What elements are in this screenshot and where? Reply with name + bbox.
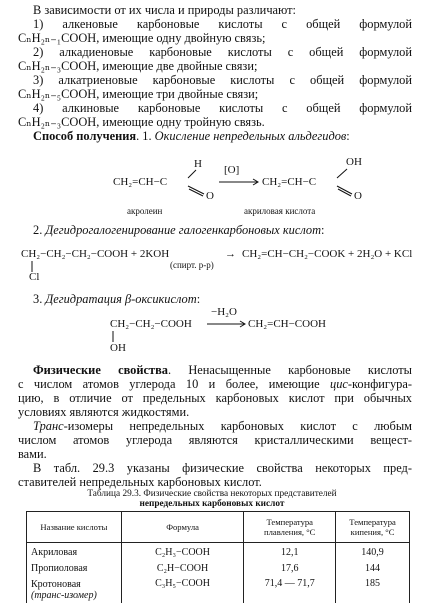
reaction1-h: H xyxy=(194,158,202,170)
method-item-number: . 1. xyxy=(136,129,155,143)
physical-line: вами. xyxy=(18,447,47,461)
intro-item: 3) алкатриеновые карбоновые кислоты с общей формулой xyxy=(33,73,412,87)
physical-text-italic: цис xyxy=(330,377,348,391)
intro-formula-line: CₙH₂ₙ₋₃COOH, имеющие две двойные связи; xyxy=(18,59,258,73)
acid-name-text: Кротоновая xyxy=(31,578,81,590)
reaction3-water: −H₂O xyxy=(211,306,237,318)
reaction3-left: CH₂−CH₂−COOH xyxy=(110,318,192,330)
table-header: Температура кипения, °С xyxy=(336,512,410,543)
intro-item: 1) алкеновые карбоновые кислоты с общей формулой xyxy=(33,17,412,31)
table-caption-line: Таблица 29.3. Физические свойства некоторых представителей xyxy=(87,489,337,499)
table-row xyxy=(27,543,410,560)
melting-point: 12,1 xyxy=(244,543,336,560)
intro-item: 4) алкиновые карбоновые кислоты с общей формулой xyxy=(33,101,412,115)
intro-item: 2) алкадиеновые карбоновые кислоты с общей формулой xyxy=(33,45,412,59)
physical-text: . Ненасыщенные карбоновые кислоты xyxy=(167,363,412,377)
physical-text: -конфигура- xyxy=(347,377,412,391)
physical-line: условиях являются жидкостями. xyxy=(18,405,190,419)
table-header-row xyxy=(27,512,410,543)
method-heading: Способ получения xyxy=(33,129,137,143)
physical-line: ставителей непредельных карбоновых кислот. xyxy=(18,475,262,489)
reaction1-left: CH₂=CH−C xyxy=(113,176,168,188)
reaction1-o2: O xyxy=(354,190,362,202)
properties-table xyxy=(26,511,410,603)
table-header: Название кислоты xyxy=(27,512,122,543)
reaction2-left: CH₂−CH₂−CH₂−COOH + 2KOH xyxy=(21,248,170,260)
acid-name xyxy=(27,577,122,603)
boiling-point: 185 xyxy=(336,577,410,603)
intro-formula-line: CₙH₂ₙ₋₃COOH, имеющие одну тройную связь. xyxy=(18,115,265,129)
punctuation: : xyxy=(346,129,350,143)
reaction1-oh: OH xyxy=(346,156,362,168)
physical-heading: Физические свойства xyxy=(33,363,168,377)
item2-title: Дегидрогалогенирование галогенкарбоновых кислот xyxy=(45,223,322,237)
physical-text: с числом атомов углерода 10 и более, имеющие xyxy=(18,377,330,391)
physical-line: В табл. 29.3 указаны физические свойства некоторых пред- xyxy=(33,461,412,475)
item3-title: Дегидратация β-оксикислот xyxy=(45,292,197,306)
intro-line: В зависимости от их числа и природы различают: xyxy=(33,3,296,17)
punctuation: : xyxy=(321,223,325,237)
melting-point: 17,6 xyxy=(244,560,336,577)
physical-text: -изомеры непредельных карбоновых кислот с любым xyxy=(63,419,412,433)
reaction1-o1: O xyxy=(206,190,214,202)
physical-line: цию, в отличие от предельных карбоновых кислот при обычных xyxy=(18,391,412,405)
acid-isomer-note: (транс-изомер) xyxy=(31,589,97,601)
physical-line xyxy=(33,419,412,433)
acid-name: Пропиоловая xyxy=(27,560,122,577)
acid-formula: C₂H−COOH xyxy=(121,560,244,577)
physical-line xyxy=(18,377,412,391)
method-item-title: Окисление непредельных альдегидов xyxy=(154,129,347,143)
boiling-point: 144 xyxy=(336,560,410,577)
table-row xyxy=(27,560,410,577)
table-caption-line: непредельных карбоновых кислот xyxy=(139,499,285,509)
physical-line xyxy=(33,363,412,377)
item-number: 2. xyxy=(33,223,46,237)
reaction2-right: CH₂=CH−CH₂−COOK + 2H₂O + KCl xyxy=(242,248,413,260)
reaction2-solvent: (спирт. р-р) xyxy=(170,260,214,270)
acid-name: Акриловая xyxy=(27,543,122,560)
physical-text-italic: Транс xyxy=(33,419,64,433)
intro-formula-line: CₙH₂ₙ₋₁COOH, имеющие одну двойную связь; xyxy=(18,31,266,45)
reaction1-name-right: акриловая кислота xyxy=(244,206,316,216)
acid-formula: C₂H₃−COOH xyxy=(121,543,244,560)
reaction1-oxidant: [O] xyxy=(224,164,240,176)
reaction3-substituent: OH xyxy=(110,342,126,354)
physical-line: числом атомов углерода являются кристаллическими вещест- xyxy=(18,433,412,447)
acid-formula: C₃H₅−COOH xyxy=(121,577,244,603)
item-number: 3. xyxy=(33,292,46,306)
table-header: Формула xyxy=(121,512,244,543)
reaction1-name-left: акролеин xyxy=(127,206,163,216)
reaction2-arrow: → xyxy=(225,248,236,260)
reaction1-right: CH₂=CH−C xyxy=(262,176,317,188)
punctuation: : xyxy=(196,292,201,306)
boiling-point: 140,9 xyxy=(336,543,410,560)
melting-point: 71,4 — 71,7 xyxy=(244,577,336,603)
intro-formula-line: CₙH₂ₙ₋₅COOH, имеющие три двойные связи; xyxy=(18,87,259,101)
reaction3-right: CH₂=CH−COOH xyxy=(248,318,326,330)
table-caption xyxy=(0,499,424,510)
reaction2-substituent: Cl xyxy=(29,271,40,283)
table-header: Температура плавления, °С xyxy=(244,512,336,543)
table-row xyxy=(27,577,410,603)
